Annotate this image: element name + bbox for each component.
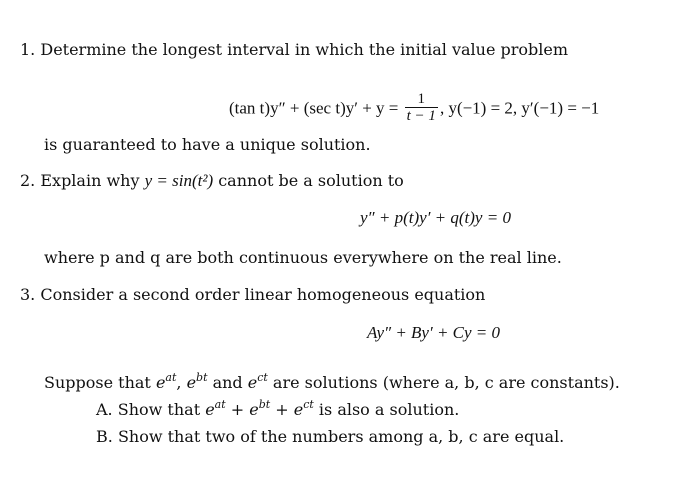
part-a-text: Show that $e^{at} + e^{bt} + e^{ct}$ is also a solution. xyxy=(117,398,460,419)
problem-2-text-post: cannot be a solution to xyxy=(218,171,404,190)
problem-1-number: 1. xyxy=(20,40,36,59)
problem-1-equation xyxy=(229,93,599,126)
part-a-label: A. xyxy=(96,400,113,419)
problem-1-conclusion: is guaranteed to have a unique solution. xyxy=(44,135,371,154)
problem-1-eq-rest: , y(−1) = 2, y′(−1) = −1 xyxy=(439,98,600,118)
problem-3-statement xyxy=(20,285,485,305)
problem-2-equation: y″ + p(t)y′ + q(t)y = 0 xyxy=(360,208,511,227)
problem-1-eq-fraction xyxy=(405,91,438,124)
problem-2-number: 2. xyxy=(20,171,36,190)
problem-3-number: 3. xyxy=(20,285,36,304)
fraction-denominator: t − 1 xyxy=(406,108,436,124)
part-b-label: B. xyxy=(96,427,113,446)
problem-3-suppose: Suppose that $e^{at}$, $e^{bt}$ and $e^{ct}$ are solutions (where a, b, c are constants). xyxy=(44,371,620,392)
problem-1-statement xyxy=(20,40,568,60)
problem-2-function: y = sin(t²) xyxy=(144,171,214,190)
problem-2-text-pre: Explain why xyxy=(40,171,140,190)
part-b-text: Show that two of the numbers among a, b, c are equal. xyxy=(117,427,565,446)
problem-3-part-a xyxy=(96,400,459,420)
problem-1-eq-lhs: (tan t)y″ + (sec t)y′ + y = xyxy=(229,98,399,118)
problem-3-equation: Ay″ + By′ + Cy = 0 xyxy=(367,323,501,342)
problem-2-statement xyxy=(20,171,404,191)
problem-1-text: Determine the longest interval in which the initial value problem xyxy=(40,40,569,59)
fraction-numerator: 1 xyxy=(417,91,426,107)
problem-3-part-b xyxy=(96,427,564,447)
problem-3-text: Consider a second order linear homogeneous equation xyxy=(40,285,486,304)
problem-2-note: where p and q are both continuous everywhere on the real line. xyxy=(44,248,562,267)
